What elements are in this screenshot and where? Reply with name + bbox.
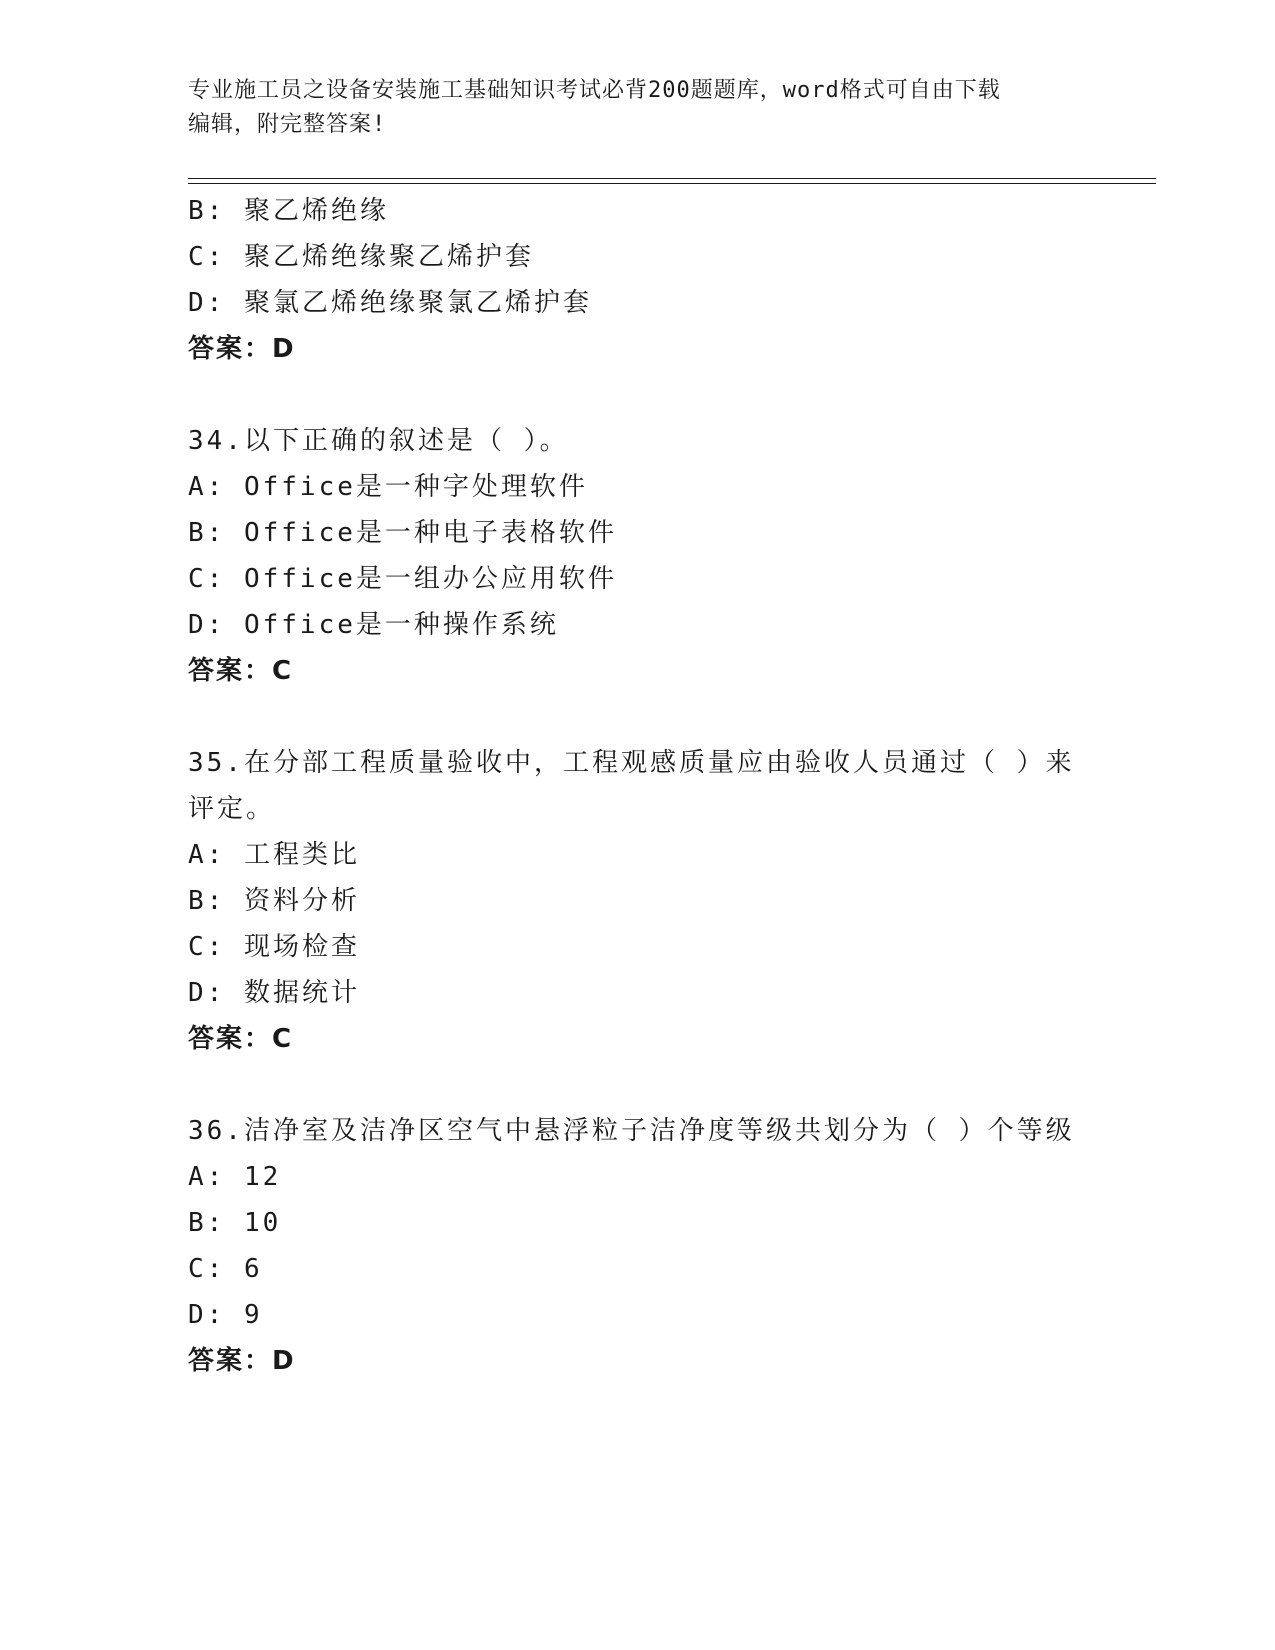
question-36 (188, 1108, 1088, 1384)
q35-option-a: A: 工程类比 (188, 840, 360, 870)
header-divider (188, 178, 1156, 184)
q33-option-d: D: 聚氯乙烯绝缘聚氯乙烯护套 (188, 288, 592, 318)
q36-stem: 36.洁净室及洁净区空气中悬浮粒子洁净度等级共划分为（ ）个等级 (188, 1116, 1075, 1146)
header-title-line-2: 编辑，附完整答案! (188, 112, 387, 137)
question-35 (188, 740, 1088, 1062)
q35-stem-line-1: 35.在分部工程质量验收中，工程观感质量应由验收人员通过（ ）来 (188, 748, 1075, 778)
q36-option-c: C: 6 (188, 1254, 263, 1284)
q35-answer: 答案：C (188, 1024, 294, 1054)
q36-option-d: D: 9 (188, 1300, 263, 1330)
q34-answer: 答案：C (188, 656, 294, 686)
q33-answer: 答案：D (188, 334, 296, 364)
header-title-line-1: 专业施工员之设备安装施工基础知识考试必背200题题库，word格式可自由下载 (188, 78, 1001, 103)
q35-option-b: B: 资料分析 (188, 886, 360, 916)
question-34 (188, 418, 1088, 694)
q33-option-c: C: 聚乙烯绝缘聚乙烯护套 (188, 242, 534, 272)
q34-option-d: D: Office是一种操作系统 (188, 610, 559, 640)
q34-option-a: A: Office是一种字处理软件 (188, 472, 588, 502)
q34-option-b: B: Office是一种电子表格软件 (188, 518, 617, 548)
q36-option-a: A: 12 (188, 1162, 282, 1192)
q35-option-c: C: 现场检查 (188, 932, 360, 962)
q36-answer: 答案：D (188, 1346, 296, 1376)
q34-option-c: C: Office是一组办公应用软件 (188, 564, 617, 594)
q36-option-b: B: 10 (188, 1208, 282, 1238)
spacer (188, 372, 1088, 418)
q35-stem-line-2: 评定。 (188, 794, 276, 824)
document-header (188, 74, 1088, 142)
question-33 (188, 188, 1088, 372)
q34-stem: 34.以下正确的叙述是（ ）。 (188, 426, 569, 456)
document-body (188, 188, 1088, 1384)
spacer (188, 1062, 1088, 1108)
spacer (188, 694, 1088, 740)
q35-option-d: D: 数据统计 (188, 978, 360, 1008)
q33-option-b: B: 聚乙烯绝缘 (188, 196, 389, 226)
